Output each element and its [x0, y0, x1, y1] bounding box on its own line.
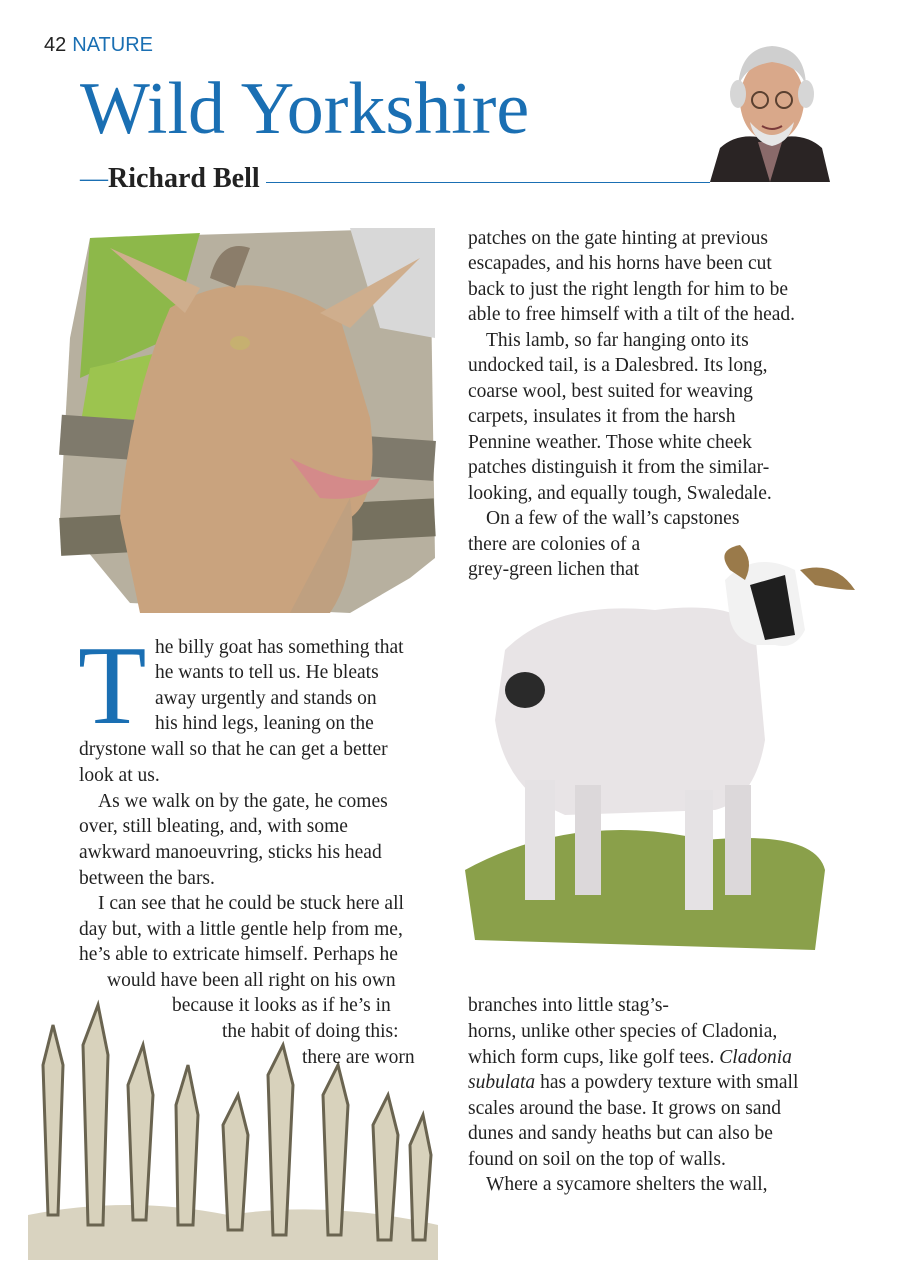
- text-line: he’s able to extricate himself. Perhaps he: [79, 944, 398, 965]
- text-line: patches on the gate hinting at previous: [468, 228, 769, 249]
- text-line: As we walk on by the gate, he comes: [98, 791, 388, 812]
- text-line: On a few of the wall’s capstones: [486, 508, 740, 529]
- text-line: I can see that he could be stuck here all: [98, 893, 404, 914]
- text-line: able to free himself with a tilt of the head.: [468, 304, 796, 325]
- byline-dash: —: [80, 163, 108, 194]
- page-number: 42: [44, 34, 67, 56]
- text-line: escapades, and his horns have been cut: [468, 253, 772, 274]
- text-line: would have been all right on his own: [107, 970, 396, 991]
- text-line: carpets, insulates it from the harsh: [468, 406, 736, 427]
- text-line: look at us.: [79, 765, 160, 786]
- text-line: [468, 1070, 798, 1096]
- text-line: grey-green lichen that: [468, 559, 640, 580]
- text-line: day but, with a little gentle help from me,: [79, 919, 403, 940]
- text-line: coarse wool, best suited for weaving: [468, 381, 753, 402]
- text-line: [468, 1045, 792, 1071]
- text-line: away urgently and stands on: [155, 688, 377, 709]
- text-line: Where a sycamore shelters the wall,: [486, 1174, 768, 1195]
- text-line: undocked tail, is a Dalesbred. Its long,: [468, 355, 768, 376]
- text-line: dunes and sandy heaths but can also be: [468, 1123, 773, 1144]
- text-line: he wants to tell us. He bleats: [155, 662, 379, 683]
- text-line: there are colonies of a: [468, 534, 641, 555]
- author-name: Richard Bell: [108, 163, 260, 194]
- species-name: subulata: [468, 1072, 536, 1093]
- text-line: patches distinguish it from the similar-: [468, 457, 770, 478]
- drop-cap: T: [78, 624, 147, 748]
- text-line: branches into little stag’s-: [468, 995, 669, 1016]
- page-folio: [44, 34, 153, 57]
- text-line: he billy goat has something that: [155, 637, 404, 658]
- lamb-illustration: [455, 540, 865, 970]
- text-run: which form cups, like golf tees.: [468, 1047, 720, 1068]
- text-line: there are worn: [302, 1047, 415, 1068]
- text-line: found on soil on the top of walls.: [468, 1149, 726, 1170]
- text-line: looking, and equally tough, Swaledale.: [468, 483, 772, 504]
- goat-illustration: [50, 218, 440, 618]
- text-line: scales around the base. It grows on sand: [468, 1098, 781, 1119]
- text-line: back to just the right length for him to be: [468, 279, 789, 300]
- text-line: his hind legs, leaning on the: [155, 713, 374, 734]
- text-line: because it looks as if he’s in: [172, 995, 391, 1016]
- article-title: Wild Yorkshire: [80, 68, 530, 150]
- species-name: Cladonia: [719, 1047, 792, 1068]
- text-line: drystone wall so that he can get a better: [79, 739, 388, 760]
- text-run: has a powdery texture with small: [535, 1072, 799, 1093]
- text-line: over, still bleating, and, with some: [79, 816, 348, 837]
- text-line: This lamb, so far hanging onto its: [486, 330, 749, 351]
- byline: [80, 163, 266, 195]
- text-line: between the bars.: [79, 868, 215, 889]
- text-line: Pennine weather. Those white cheek: [468, 432, 752, 453]
- text-line: the habit of doing this:: [222, 1021, 399, 1042]
- author-portrait-image: [710, 30, 830, 182]
- text-line: awkward manoeuvring, sticks his head: [79, 842, 382, 863]
- text-line: horns, unlike other species of Cladonia,: [468, 1021, 778, 1042]
- section-label: NATURE: [72, 34, 153, 56]
